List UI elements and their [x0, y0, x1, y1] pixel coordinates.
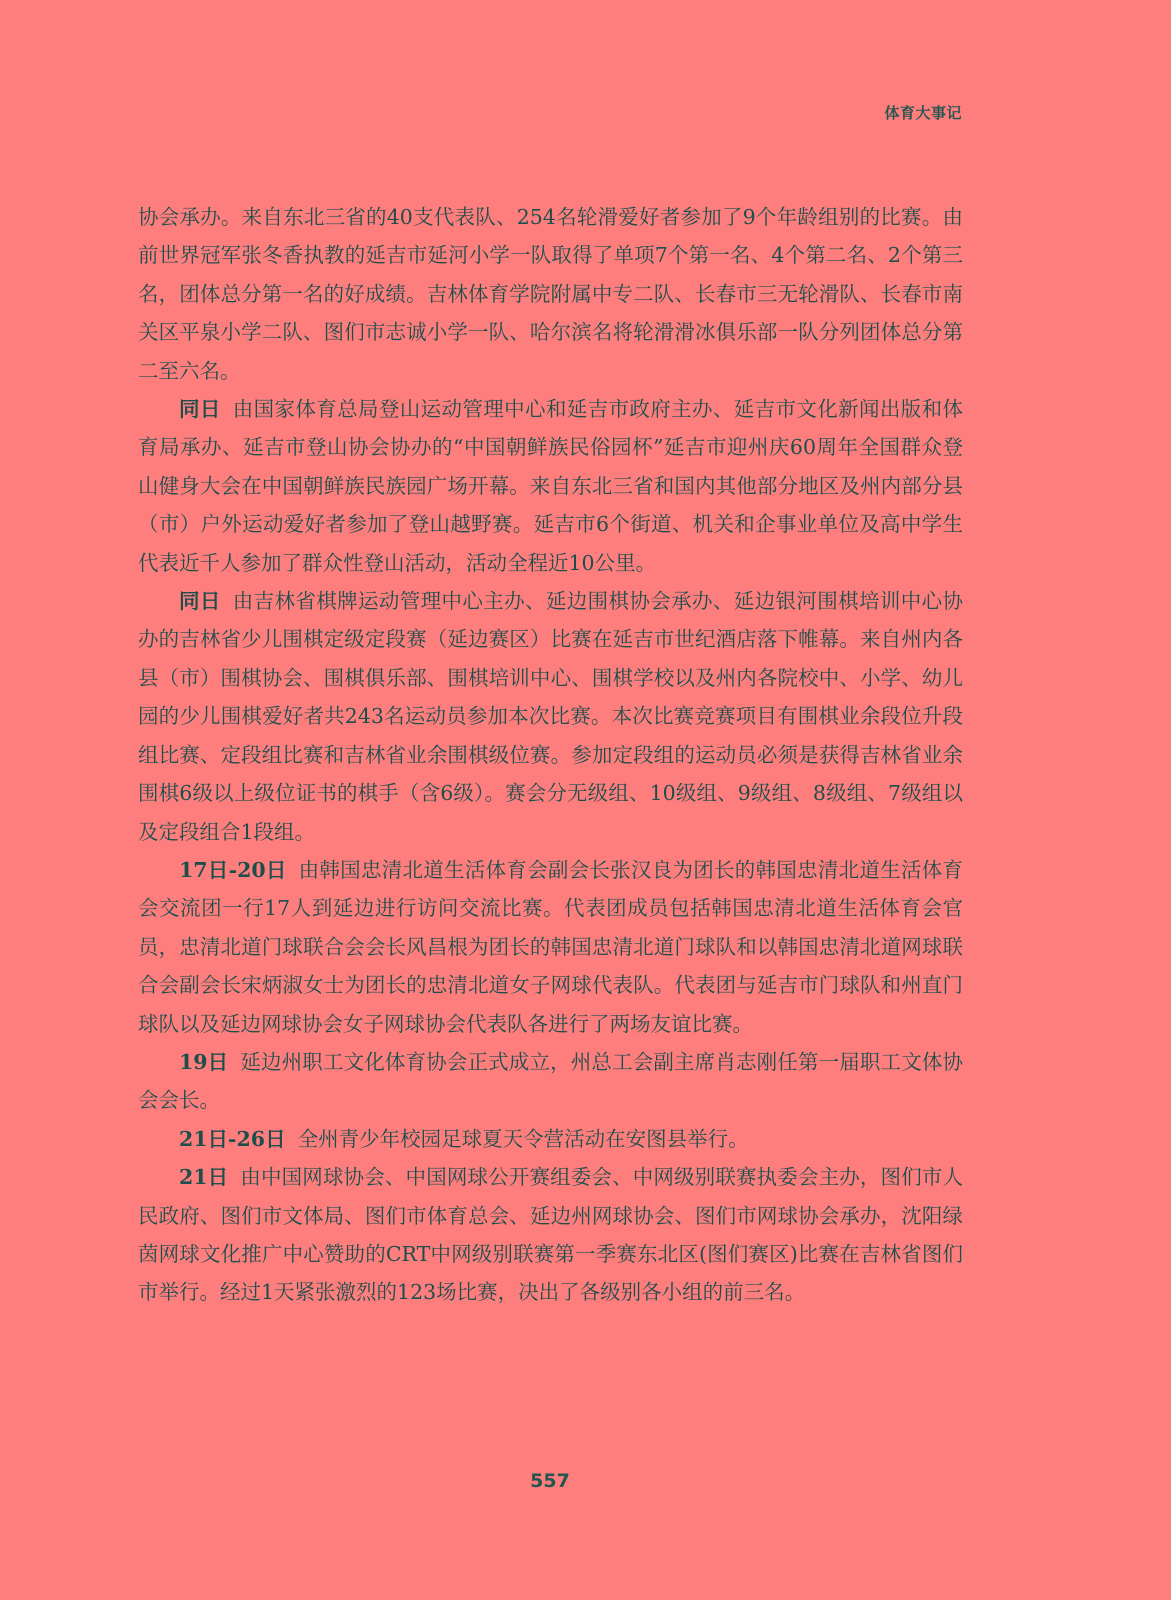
- running-title: 体育大事记: [884, 104, 962, 122]
- paragraph-entry: [138, 1158, 963, 1312]
- paragraph-entry: [138, 582, 963, 851]
- entry-date: 21日: [179, 1165, 229, 1190]
- paragraph-text: 由吉林省棋牌运动管理中心主办、延边围棋协会承办、延边银河围棋培训中心协办的吉林省少儿围棋定级定段赛（延边赛区）比赛在延吉市世纪酒店落下帷幕。来自州内各县（市）围棋协会、围棋俱乐部、围棋培训中心、围棋学校以及州内各院校中、小学、幼儿园的少儿围棋爱好者共243名运动员参加本次比赛。本次比赛竞赛项目有围棋业余段位升段组比赛、定段组比赛和吉林省业余围棋级位赛。参加定段组的运动员必须是获得吉林省业余围棋6级以上级位证书的棋手（含6级）。赛会分无级组、10级组、9级组、8级组、7级组以及定段组合1段组。: [138, 589, 963, 844]
- paragraph-entry: [138, 1043, 963, 1120]
- paragraph-entry: [138, 1120, 963, 1158]
- body-text: [138, 198, 963, 1312]
- page-number: 557: [530, 1470, 570, 1492]
- entry-date: 21日-26日: [179, 1126, 286, 1151]
- paragraph-text: 由中国网球协会、中国网球公开赛组委会、中网级别联赛执委会主办，图们市人民政府、图们市文体局、图们市体育总会、延边州网球协会、图们市网球协会承办，沈阳绿茵网球文化推广中心赞助的CRT中网级别联赛第一季赛东北区(图们赛区)比赛在吉林省图们市举行。经过1天紧张激烈的123场比赛，决出了各级别各小组的前三名。: [138, 1165, 964, 1305]
- paragraph-text: 延边州职工文化体育协会正式成立，州总工会副主席肖志刚任第一届职工文体协会会长。: [138, 1049, 964, 1113]
- entry-date: 19日: [179, 1049, 229, 1074]
- entry-date: 同日: [179, 397, 221, 422]
- paragraph-text: 协会承办。来自东北三省的40支代表队、254名轮滑爱好者参加了9个年龄组别的比赛。由前世界冠军张冬香执教的延吉市延河小学一队取得了单项7个第一名、4个第二名、2个第三名，团体总分第一名的好成绩。吉林体育学院附属中专二队、长春市三无轮滑队、长春市南关区平泉小学二队、图们市志诚小学一队、哈尔滨名将轮滑滑冰俱乐部一队分列团体总分第二至六名。: [138, 205, 963, 383]
- paragraph-entry: [138, 390, 963, 582]
- entry-date: 同日: [179, 589, 221, 614]
- paragraph-entry: [138, 851, 963, 1043]
- paragraph-text: 由国家体育总局登山运动管理中心和延吉市政府主办、延吉市文化新闻出版和体育局承办、延吉市登山协会协办的“中国朝鲜族民俗园杯”延吉市迎州庆60周年全国群众登山健身大会在中国朝鲜族民族园广场开幕。来自东北三省和国内其他部分地区及州内部分县（市）户外运动爱好者参加了登山越野赛。延吉市6个街道、机关和企事业单位及高中学生代表近千人参加了群众性登山活动，活动全程近10公里。: [138, 397, 963, 575]
- paragraph-continuation: [138, 198, 963, 390]
- paragraph-text: 全州青少年校园足球夏天令营活动在安图县举行。: [297, 1126, 749, 1151]
- paragraph-text: 由韩国忠清北道生活体育会副会长张汉良为团长的韩国忠清北道生活体育会交流团一行17人到延边进行访问交流比赛。代表团成员包括韩国忠清北道生活体育会官员，忠清北道门球联合会会长风昌根为团长的韩国忠清北道门球队和以韩国忠清北道网球联合会副会长宋炳淑女士为团长的忠清北道女子网球代表队。代表团与延吉市门球队和州直门球队以及延边网球协会女子网球协会代表队各进行了两场友谊比赛。: [138, 857, 963, 1036]
- entry-date: 17日-20日: [179, 857, 287, 882]
